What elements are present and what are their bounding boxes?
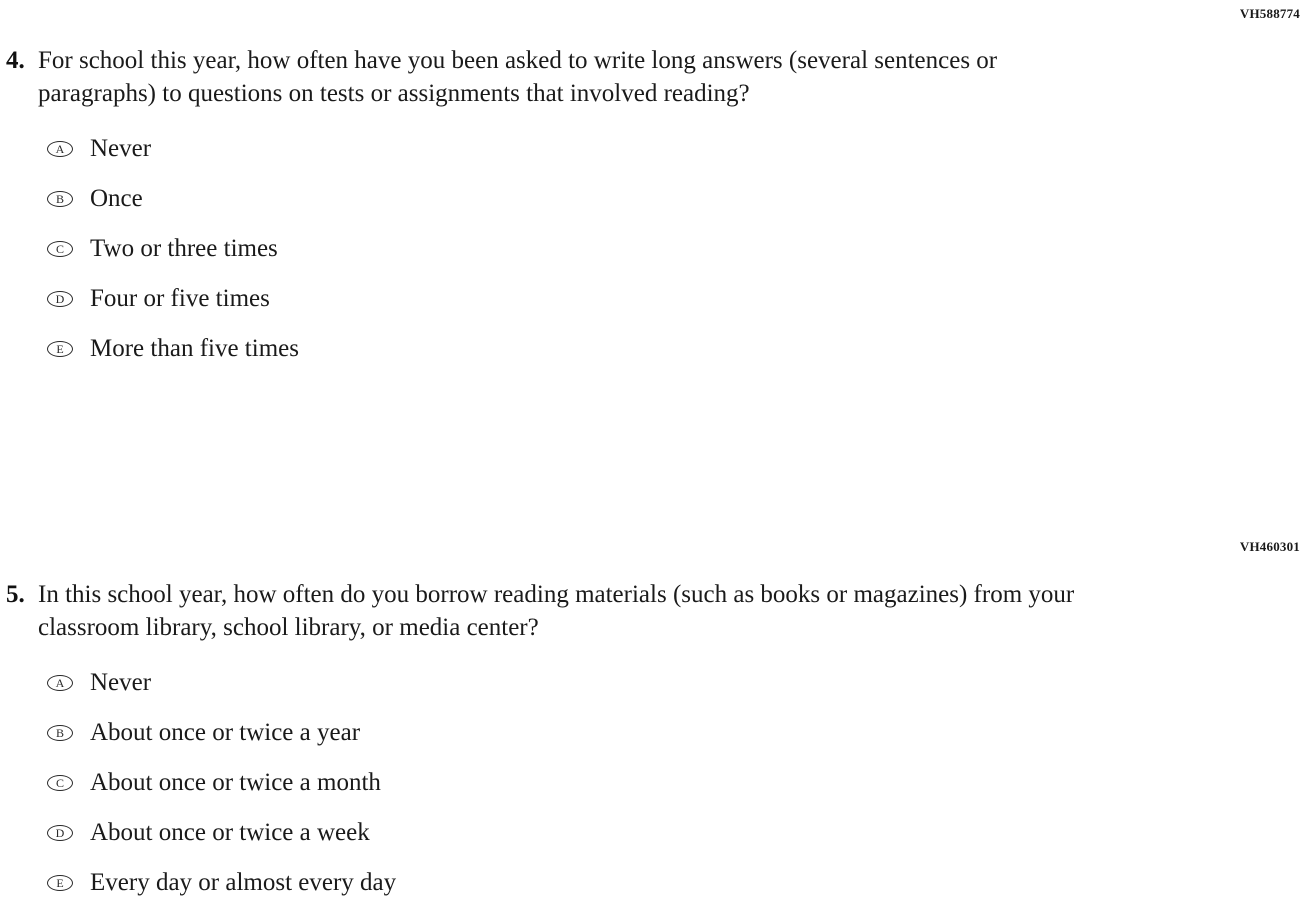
item-code-question-4: VH588774 — [1239, 6, 1300, 21]
radio-bubble-icon[interactable] — [44, 772, 78, 794]
radio-bubble-icon[interactable] — [44, 872, 78, 894]
option-row-5-b[interactable] — [44, 708, 1180, 758]
option-label: Never — [90, 135, 152, 162]
radio-bubble-icon[interactable] — [44, 338, 78, 360]
question-block-4 — [0, 44, 1180, 374]
radio-bubble-icon[interactable] — [44, 288, 78, 310]
question-5-options — [0, 658, 1180, 908]
option-row-5-c[interactable] — [44, 758, 1180, 808]
option-label: Every day or almost every day — [90, 869, 397, 896]
option-label: About once or twice a week — [90, 819, 370, 846]
option-row-4-a[interactable] — [44, 124, 1180, 174]
option-letter: D — [55, 292, 65, 306]
option-letter: D — [55, 826, 65, 840]
option-row-5-e[interactable] — [44, 858, 1180, 908]
question-4-number: 4. — [6, 47, 25, 74]
radio-bubble-icon[interactable] — [44, 238, 78, 260]
radio-bubble-icon[interactable] — [44, 722, 78, 744]
radio-bubble-icon[interactable] — [44, 672, 78, 694]
option-row-5-a[interactable] — [44, 658, 1180, 708]
option-label: More than five times — [90, 335, 299, 362]
option-label: Two or three times — [90, 235, 278, 262]
question-4-options — [0, 124, 1180, 374]
option-label: About once or twice a month — [90, 769, 381, 796]
question-5-heading — [0, 578, 1180, 644]
option-label: About once or twice a year — [90, 719, 361, 746]
radio-bubble-icon[interactable] — [44, 188, 78, 210]
item-code-question-5: VH460301 — [1239, 539, 1300, 554]
option-label: Four or five times — [90, 285, 270, 312]
option-row-4-c[interactable] — [44, 224, 1180, 274]
question-4-heading — [0, 44, 1180, 110]
option-letter: C — [55, 776, 64, 790]
option-letter: A — [55, 142, 65, 156]
option-row-4-e[interactable] — [44, 324, 1180, 374]
option-row-5-d[interactable] — [44, 808, 1180, 858]
question-5-text: In this school year, how often do you borrow reading materials (such as books or magazines) from your classroom library, school library, or media center? — [38, 581, 1075, 641]
option-row-4-d[interactable] — [44, 274, 1180, 324]
option-letter: B — [55, 192, 64, 206]
option-row-4-b[interactable] — [44, 174, 1180, 224]
radio-bubble-icon[interactable] — [44, 138, 78, 160]
option-letter: C — [55, 242, 64, 256]
option-letter: E — [56, 342, 64, 356]
question-5-number: 5. — [6, 581, 25, 608]
radio-bubble-icon[interactable] — [44, 822, 78, 844]
option-label: Never — [90, 669, 152, 696]
option-letter: A — [55, 676, 65, 690]
option-label: Once — [90, 185, 143, 212]
option-letter: E — [56, 876, 64, 890]
question-block-5 — [0, 578, 1180, 908]
option-letter: B — [55, 726, 64, 740]
question-4-text: For school this year, how often have you been asked to write long answers (several sentences or paragraphs) to questions on tests or assignments that involved reading? — [38, 47, 998, 107]
